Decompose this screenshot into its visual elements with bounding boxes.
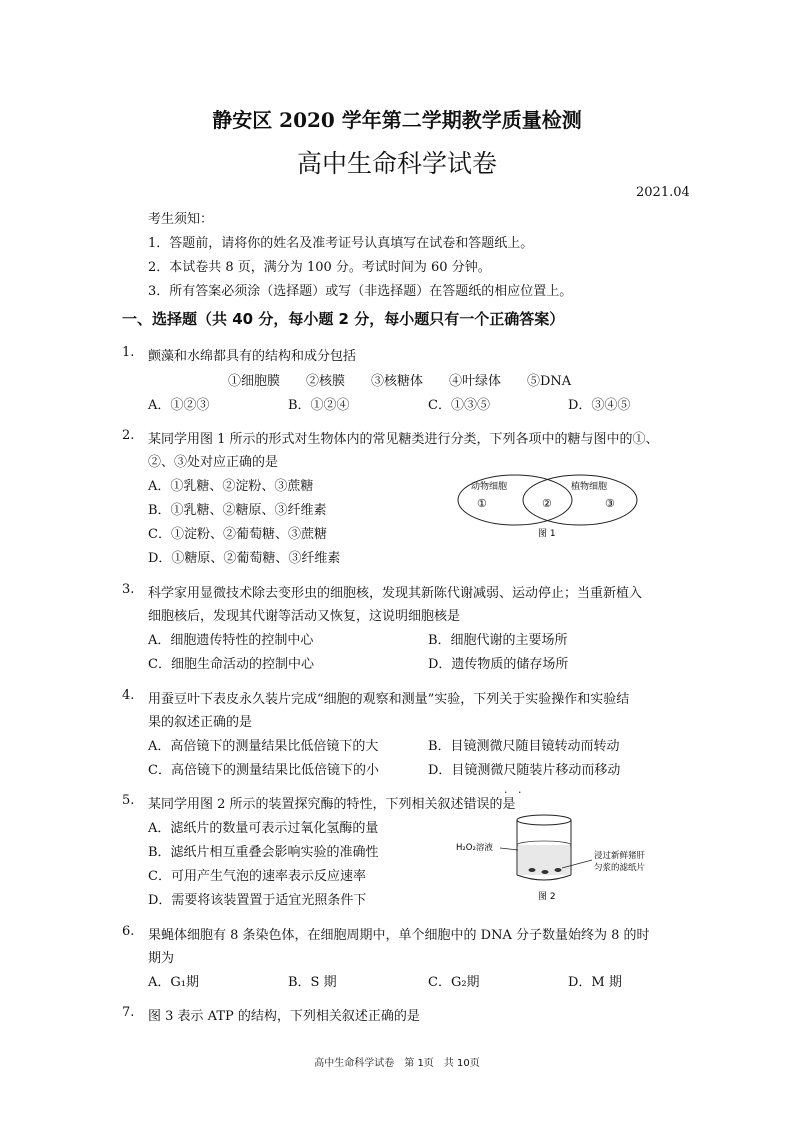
q2-option-b: B．①乳糖、②糖原、③纤维素: [148, 503, 327, 518]
venn-mark-2: ②: [542, 497, 552, 510]
q6-stem-line1: 果蝇体细胞有 8 条染色体，在细胞周期中，单个细胞中的 DNA 分子数量始终为 8 的时: [148, 928, 650, 943]
q4-stem-line2: 果的叙述正确的是: [148, 715, 253, 730]
q2-option-d: D．①糖原、②葡萄糖、③纤维素: [148, 551, 341, 566]
q3-option-b: B．细胞代谢的主要场所: [428, 633, 568, 648]
exam-date: 2021.04: [636, 185, 690, 200]
emphasis-dot: ·: [504, 786, 508, 799]
venn-mark-1: ①: [477, 497, 487, 510]
filter-paper-disc: [529, 868, 536, 872]
filter-paper-disc: [542, 870, 549, 874]
q1-items: ①细胞膜 ②核膜 ③核糖体 ④叶绿体 ⑤DNA: [228, 374, 572, 389]
q5-option-c: C．可用产生气泡的速率表示反应速率: [148, 869, 366, 884]
notice-item-1: 1．答题前，请将你的姓名及准考证号认真填写在试卷和答题纸上。: [148, 236, 534, 251]
q2-option-a: A．①乳糖、②淀粉、③蔗糖: [148, 479, 314, 494]
q7-stem: 图 3 表示 ATP 的结构，下列相关叙述正确的是: [148, 1009, 420, 1024]
q3-stem-line2: 细胞核后，发现其代谢等活动又恢复，这说明细胞核是: [148, 609, 461, 624]
q2-option-c: C．①淀粉、②葡萄糖、③蔗糖: [148, 527, 327, 542]
q4-option-b: B．目镜测微尺随目镜转动而转动: [428, 739, 620, 754]
q6-stem-line2: 期为: [148, 951, 175, 966]
exam-title: 静安区 2020 学年第二学期教学质量检测: [212, 108, 582, 132]
q6-number: 6.: [122, 924, 135, 939]
notice-item-2: 2．本试卷共 8 页，满分为 100 分。考试时间为 60 分钟。: [148, 260, 491, 275]
figure-1-venn: [455, 470, 645, 540]
figure-2-beaker: [452, 810, 682, 905]
q6-option-c: C．G₂期: [428, 975, 480, 990]
beaker-bottom: [517, 875, 571, 880]
q6-option-d: D．M 期: [568, 975, 622, 990]
exam-subtitle: 高中生命科学试卷: [296, 149, 497, 178]
q3-option-a: A．细胞遗传特性的控制中心: [148, 633, 314, 648]
q4-option-a: A．高倍镜下的测量结果比低倍镜下的大: [148, 739, 379, 754]
q6-option-b: B．S 期: [288, 975, 337, 990]
notice-item-3: 3．所有答案必须涂（选择题）或写（非选择题）在答题纸的相应位置上。: [148, 284, 573, 299]
notice-heading: 考生须知：: [148, 212, 214, 227]
section-1-title: 一、选择题（共 40 分，每小题 2 分，每小题只有一个正确答案）: [122, 310, 565, 328]
q3-number: 3.: [122, 582, 135, 597]
q5-option-b: B．滤纸片相互重叠会影响实验的准确性: [148, 845, 379, 860]
venn-mark-3: ③: [605, 497, 615, 510]
q5-option-d: D．需要将该装置置于适宜光照条件下: [148, 893, 367, 908]
figure-2-solution-label: H₂O₂溶液: [456, 843, 493, 853]
q4-option-d: D．目镜测微尺随装片移动而移动: [428, 763, 621, 778]
q5-stem: 某同学用图 2 所示的装置探究酶的特性，下列相关叙述错误的是: [148, 797, 516, 812]
page-footer: 高中生命科学试卷 第 1页 共 10页: [314, 1058, 480, 1069]
figure-2-filter-label-1: 浸过新鲜猪肝: [594, 851, 646, 861]
q4-number: 4.: [122, 688, 135, 703]
q2-number: 2.: [122, 428, 135, 443]
q7-number: 7.: [122, 1005, 135, 1020]
q1-option-b: B．①②④: [288, 398, 350, 413]
q6-option-a: A．G₁期: [148, 975, 199, 990]
q3-stem-line1: 科学家用显微技术除去变形虫的细胞核，发现其新陈代谢减弱、运动停止；当重新植入: [148, 586, 643, 601]
q5-number: 5.: [122, 793, 135, 808]
q4-option-c: C．高倍镜下的测量结果比低倍镜下的小: [148, 763, 379, 778]
figure-2-filter-label-2: 匀浆的滤纸片: [594, 863, 646, 873]
q5-option-a: A．滤纸片的数量可表示过氧化氢酶的量: [148, 821, 379, 836]
q3-option-c: C．细胞生命活动的控制中心: [148, 657, 314, 672]
filter-paper-disc: [555, 868, 562, 872]
venn-left-label: 动物细胞: [471, 482, 508, 492]
q1-number: 1.: [122, 345, 135, 360]
q1-option-c: C．①③⑤: [428, 398, 490, 413]
figure-1-caption: 图 1: [538, 529, 556, 539]
q3-option-d: D．遗传物质的储存场所: [428, 657, 569, 672]
q2-stem-line1: 某同学用图 1 所示的形式对生物体内的常见糖类进行分类，下列各项中的糖与图中的①、: [148, 432, 659, 447]
q2-stem-line2: ②、③处对应正确的是: [148, 455, 279, 470]
q1-option-a: A．①②③: [148, 398, 210, 413]
figure-2-caption: 图 2: [538, 892, 556, 902]
q1-stem: 颤藻和水绵都具有的结构和成分包括: [148, 349, 357, 364]
beaker-rim: [517, 815, 571, 825]
venn-right-label: 植物细胞: [571, 482, 608, 492]
q4-stem-line1: 用蚕豆叶下表皮永久装片完成“细胞的观察和测量”实验，下列关于实验操作和实验结: [148, 692, 630, 707]
emphasis-dot: ·: [518, 786, 522, 799]
q1-option-d: D．③④⑤: [568, 398, 631, 413]
leader-line-solution: [500, 848, 518, 850]
